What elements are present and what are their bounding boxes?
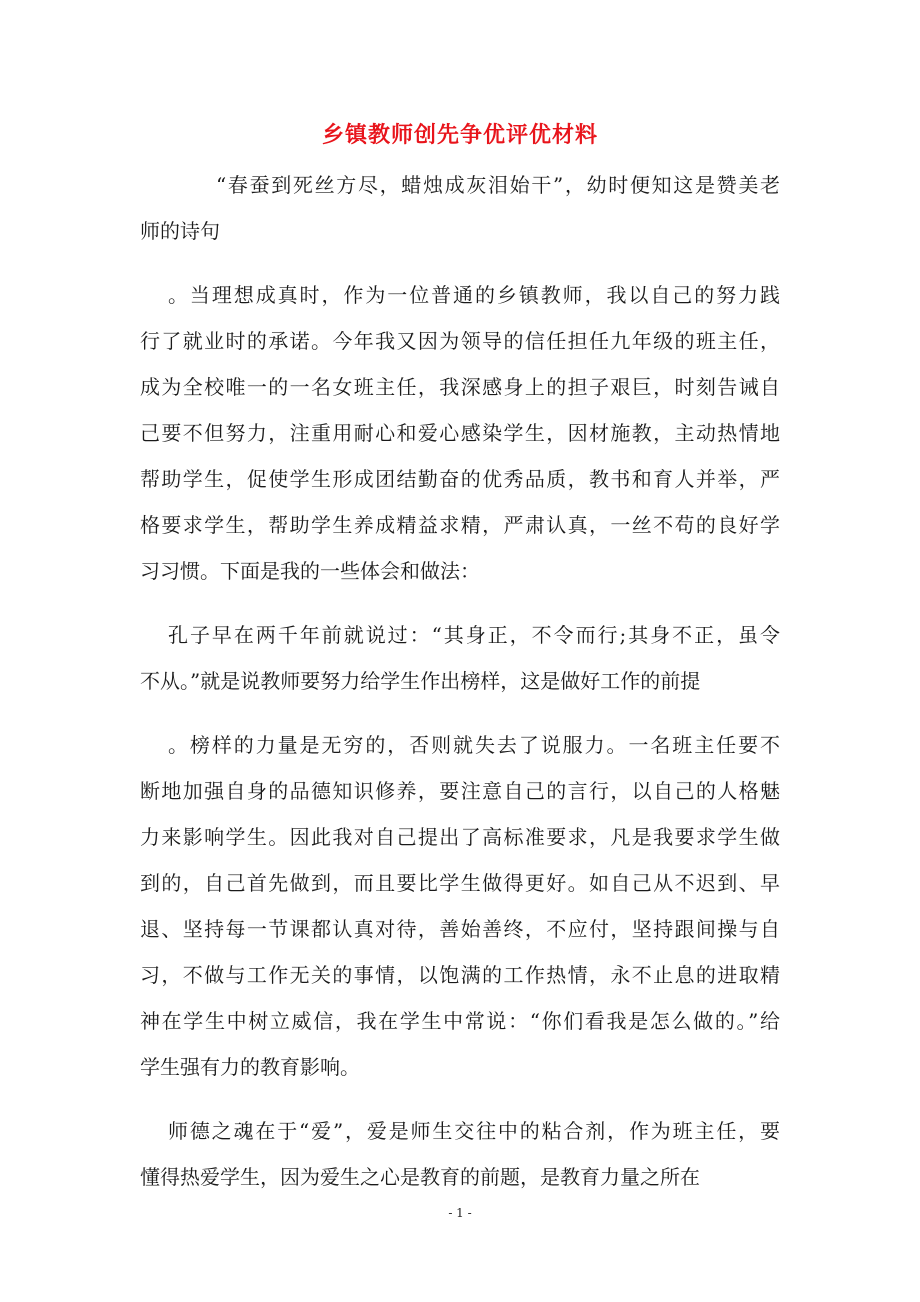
paragraph-line: 学生强有力的教育影响。 — [140, 1055, 360, 1079]
paragraph-line: 孔子早在两千年前就说过：“其身正，不令而行;其身不正，虽令 — [168, 623, 780, 647]
paragraph-line: 退、坚持每一节课都认真对待，善始善终，不应付，坚持跟间操与自 — [140, 917, 780, 941]
paragraph-line: “春蚕到死丝方尽，蜡烛成灰泪始干”，幼时便知这是赞美老 — [216, 173, 780, 197]
page-number: - 1 - — [448, 1206, 472, 1220]
paragraph-line: 师德之魂在于“爱”，爱是师生交往中的粘合剂，作为班主任，要 — [168, 1119, 780, 1143]
document-body — [140, 162, 780, 1200]
paragraph-line: 行了就业时的承诺。今年我又因为领导的信任担任九年级的班主任， — [140, 329, 780, 353]
paragraph-line: 到的，自己首先做到，而且要比学生做得更好。如自己从不迟到、早 — [140, 871, 780, 895]
paragraph-line: 懂得热爱学生，因为爱生之心是教育的前题，是教育力量之所在 — [140, 1165, 700, 1189]
paragraph-line: 。当理想成真时，作为一位普通的乡镇教师，我以自己的努力践 — [168, 283, 780, 307]
paragraph-line: 帮助学生，促使学生形成团结勤奋的优秀品质，教书和育人并举，严 — [140, 467, 780, 491]
paragraph-line: 成为全校唯一的一名女班主任，我深感身上的担子艰巨，时刻告诫自 — [140, 375, 780, 399]
paragraph-line: 习习惯。下面是我的一些体会和做法： — [140, 559, 480, 583]
paragraph-line: 格要求学生，帮助学生养成精益求精，严肃认真，一丝不苟的良好学 — [140, 513, 780, 537]
paragraph-line: 师的诗句 — [140, 219, 220, 243]
paragraph-line: 习，不做与工作无关的事情，以饱满的工作热情，永不止息的进取精 — [140, 963, 780, 987]
paragraph-line: 神在学生中树立威信，我在学生中常说：“你们看我是怎么做的。”给 — [140, 1009, 780, 1033]
paragraph-line: 力来影响学生。因此我对自己提出了高标准要求，凡是我要求学生做 — [140, 825, 780, 849]
paragraph-line: 不从。”就是说教师要努力给学生作出榜样，这是做好工作的前提 — [140, 669, 701, 693]
paragraph-line: 断地加强自身的品德知识修养，要注意自己的言行，以自己的人格魅 — [140, 779, 780, 803]
paragraph-line: 己要不但努力，注重用耐心和爱心感染学生，因材施教，主动热情地 — [140, 421, 780, 445]
document-title: 乡镇教师创先争优评优材料 — [321, 122, 598, 148]
paragraph-line: 。榜样的力量是无穷的，否则就失去了说服力。一名班主任要不 — [168, 733, 780, 757]
